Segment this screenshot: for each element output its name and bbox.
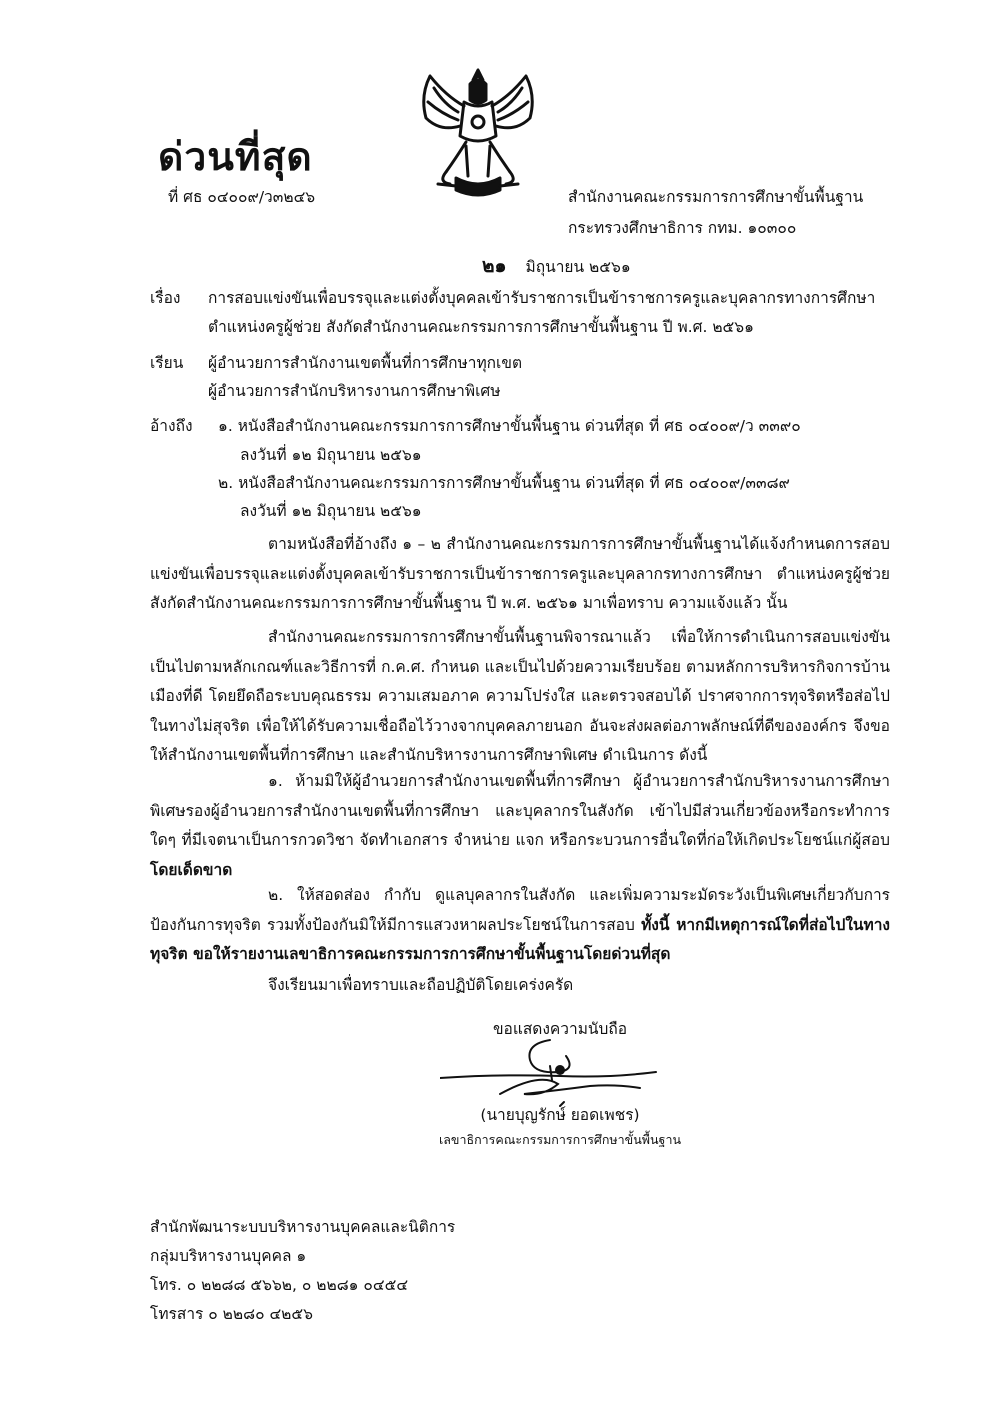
reference-1-line-1: ๑. หนังสือสำนักงานคณะกรรมการการศึกษาขั้นพื้นฐาน ด่วนที่สุด ที่ ศธ ๐๔๐๐๙/ว ๓๓๙๐	[218, 417, 801, 435]
instruction-item-1-text	[150, 767, 890, 885]
instruction-item-2-body: ๒. ให้สอดส่อง กำกับ ดูแลบุคลากรในสังกัด และเพิ่มความระมัดระวังเป็นพิเศษเกี่ยวกับการป้องกันการทุจริต รวมทั้งป้องกันมิให้มีการแสวงหาผลประโยชน์ในการสอบ	[150, 886, 890, 934]
reference-2-line-2: ลงวันที่ ๑๒ มิถุนายน ๒๕๖๑	[240, 502, 422, 520]
agency-name: สำนักงานคณะกรรมการการศึกษาขั้นพื้นฐาน	[568, 188, 864, 206]
recipient-label: เรียน	[150, 354, 184, 372]
body-paragraph-1	[150, 530, 890, 619]
signatory-name: (นายบุญรักษ์ ยอดเพชร)	[480, 1106, 640, 1124]
subject-line-1: การสอบแข่งขันเพื่อบรรจุและแต่งตั้งบุคคลเข้ารับราชการเป็นข้าราชการครูและบุคลากรทางการศึกษา	[208, 289, 876, 307]
references-label: อ้างถึง	[150, 417, 193, 435]
closing-line: จึงเรียนมาเพื่อทราบและถือปฏิบัติโดยเคร่งครัด	[268, 976, 574, 994]
recipient-line-1: ผู้อำนวยการสำนักงานเขตพื้นที่การศึกษาทุกเขต	[208, 354, 523, 372]
instruction-item-1-body: ๑. ห้ามมิให้ผู้อำนวยการสำนักงานเขตพื้นที่การศึกษา ผู้อำนวยการสำนักบริหารงานการศึกษาพิเศษรองผู้อำนวยการสำนักงานเขตพื้นที่การศึกษา และบุคลากรในสังกัด เข้าไปมีส่วนเกี่ยวข้องหรือกระทำการใดๆ ที่มีเจตนาเป็นการกวดวิชา จัดทำเอกสาร จำหน่าย แจก หรือกระบวนการอื่นใดที่ก่อให้เกิดประโยชน์แก่ผู้สอบ	[150, 772, 890, 849]
instruction-item-2	[150, 881, 890, 970]
footer-phone: โทร. ๐ ๒๒๘๘ ๕๖๖๒, ๐ ๒๒๘๑ ๐๔๕๔	[150, 1276, 409, 1294]
date-month-year: มิถุนายน ๒๕๖๑	[525, 258, 631, 276]
subject-label: เรื่อง	[150, 289, 181, 307]
body-paragraph-2	[150, 623, 890, 771]
agency-address: กระทรวงศึกษาธิการ กทม. ๑๐๓๐๐	[568, 219, 797, 237]
garuda-emblem-icon	[416, 66, 540, 204]
footer-group: กลุ่มบริหารงานบุคคล ๑	[150, 1247, 307, 1265]
body-paragraph-2-text: สำนักงานคณะกรรมการการศึกษาขั้นพื้นฐานพิจารณาแล้ว เพื่อให้การดำเนินการสอบแข่งขันเป็นไปตามหลักเกณฑ์และวิธีการที่ ก.ค.ศ. กำหนด และเป็นไปด้วยความเรียบร้อย ตามหลักการบริหารกิจการบ้านเมืองที่ดี โดยยึดถือระบบคุณธรรม ความเสมอภาค ความโปร่งใส และตรวจสอบได้ ปราศจากการทุจริตหรือส่อไปในทางไม่สุจริต เพื่อให้ได้รับความเชื่อถือไว้วางจากบุคคลภายนอก อันจะส่งผลต่อภาพลักษณ์ที่ดีขององค์กร จึงขอให้สำนักงานเขตพื้นที่การศึกษา และสำนักบริหารงานการศึกษาพิเศษ ดำเนินการ ดังนี้	[150, 628, 890, 764]
recipient-line-2: ผู้อำนวยการสำนักบริหารงานการศึกษาพิเศษ	[208, 382, 501, 400]
footer-office: สำนักพัฒนาระบบบริหารงานบุคคลและนิติการ	[150, 1218, 456, 1236]
instruction-item-1-emphasis: โดยเด็ดขาด	[150, 860, 233, 879]
signatory-position: เลขาธิการคณะกรรมการการศึกษาขั้นพื้นฐาน	[438, 1132, 682, 1147]
body-paragraph-1-text: ตามหนังสือที่อ้างถึง ๑ – ๒ สำนักงานคณะกรรมการการศึกษาขั้นพื้นฐานได้แจ้งกำหนดการสอบแข่งขันเพื่อบรรจุและแต่งตั้งบุคคลเข้ารับราชการเป็นข้าราชการครูและบุคลากรทางการศึกษา ตำแหน่งครูผู้ช่วย สังกัดสำนักงานคณะกรรมการการศึกษาขั้นพื้นฐาน ปี พ.ศ. ๒๕๖๑ มาเพื่อทราบ ความแจ้งแล้ว นั้น	[150, 535, 890, 612]
reference-2-line-1: ๒. หนังสือสำนักงานคณะกรรมการการศึกษาขั้นพื้นฐาน ด่วนที่สุด ที่ ศธ ๐๔๐๐๙/๓๓๘๙	[218, 474, 790, 492]
letter-date	[482, 251, 631, 281]
instruction-item-1	[150, 767, 890, 885]
reference-1-line-2: ลงวันที่ ๑๒ มิถุนายน ๒๕๖๑	[240, 446, 422, 464]
reference-number: ที่ ศธ ๐๔๐๐๙/ว๓๒๔๖	[168, 188, 316, 206]
subject-line-2: ตำแหน่งครูผู้ช่วย สังกัดสำนักงานคณะกรรมการการศึกษาขั้นพื้นฐาน ปี พ.ศ. ๒๕๖๑	[208, 318, 754, 336]
instruction-item-2-emphasis: ทั้งนี้ หากมีเหตุการณ์ใดที่ส่อไปในทางทุจริต ขอให้รายงานเลขาธิการคณะกรรมการการศึกษาขั้นพื้นฐานโดยด่วนที่สุด	[150, 915, 890, 963]
urgency-stamp: ด่วนที่สุด	[158, 135, 313, 180]
date-day: ๒๑	[482, 255, 507, 277]
footer-fax: โทรสาร ๐ ๒๒๘๐ ๔๒๕๖	[150, 1305, 313, 1323]
instruction-item-2-text	[150, 881, 890, 970]
regards-text: ขอแสดงความนับถือ	[492, 1020, 628, 1038]
